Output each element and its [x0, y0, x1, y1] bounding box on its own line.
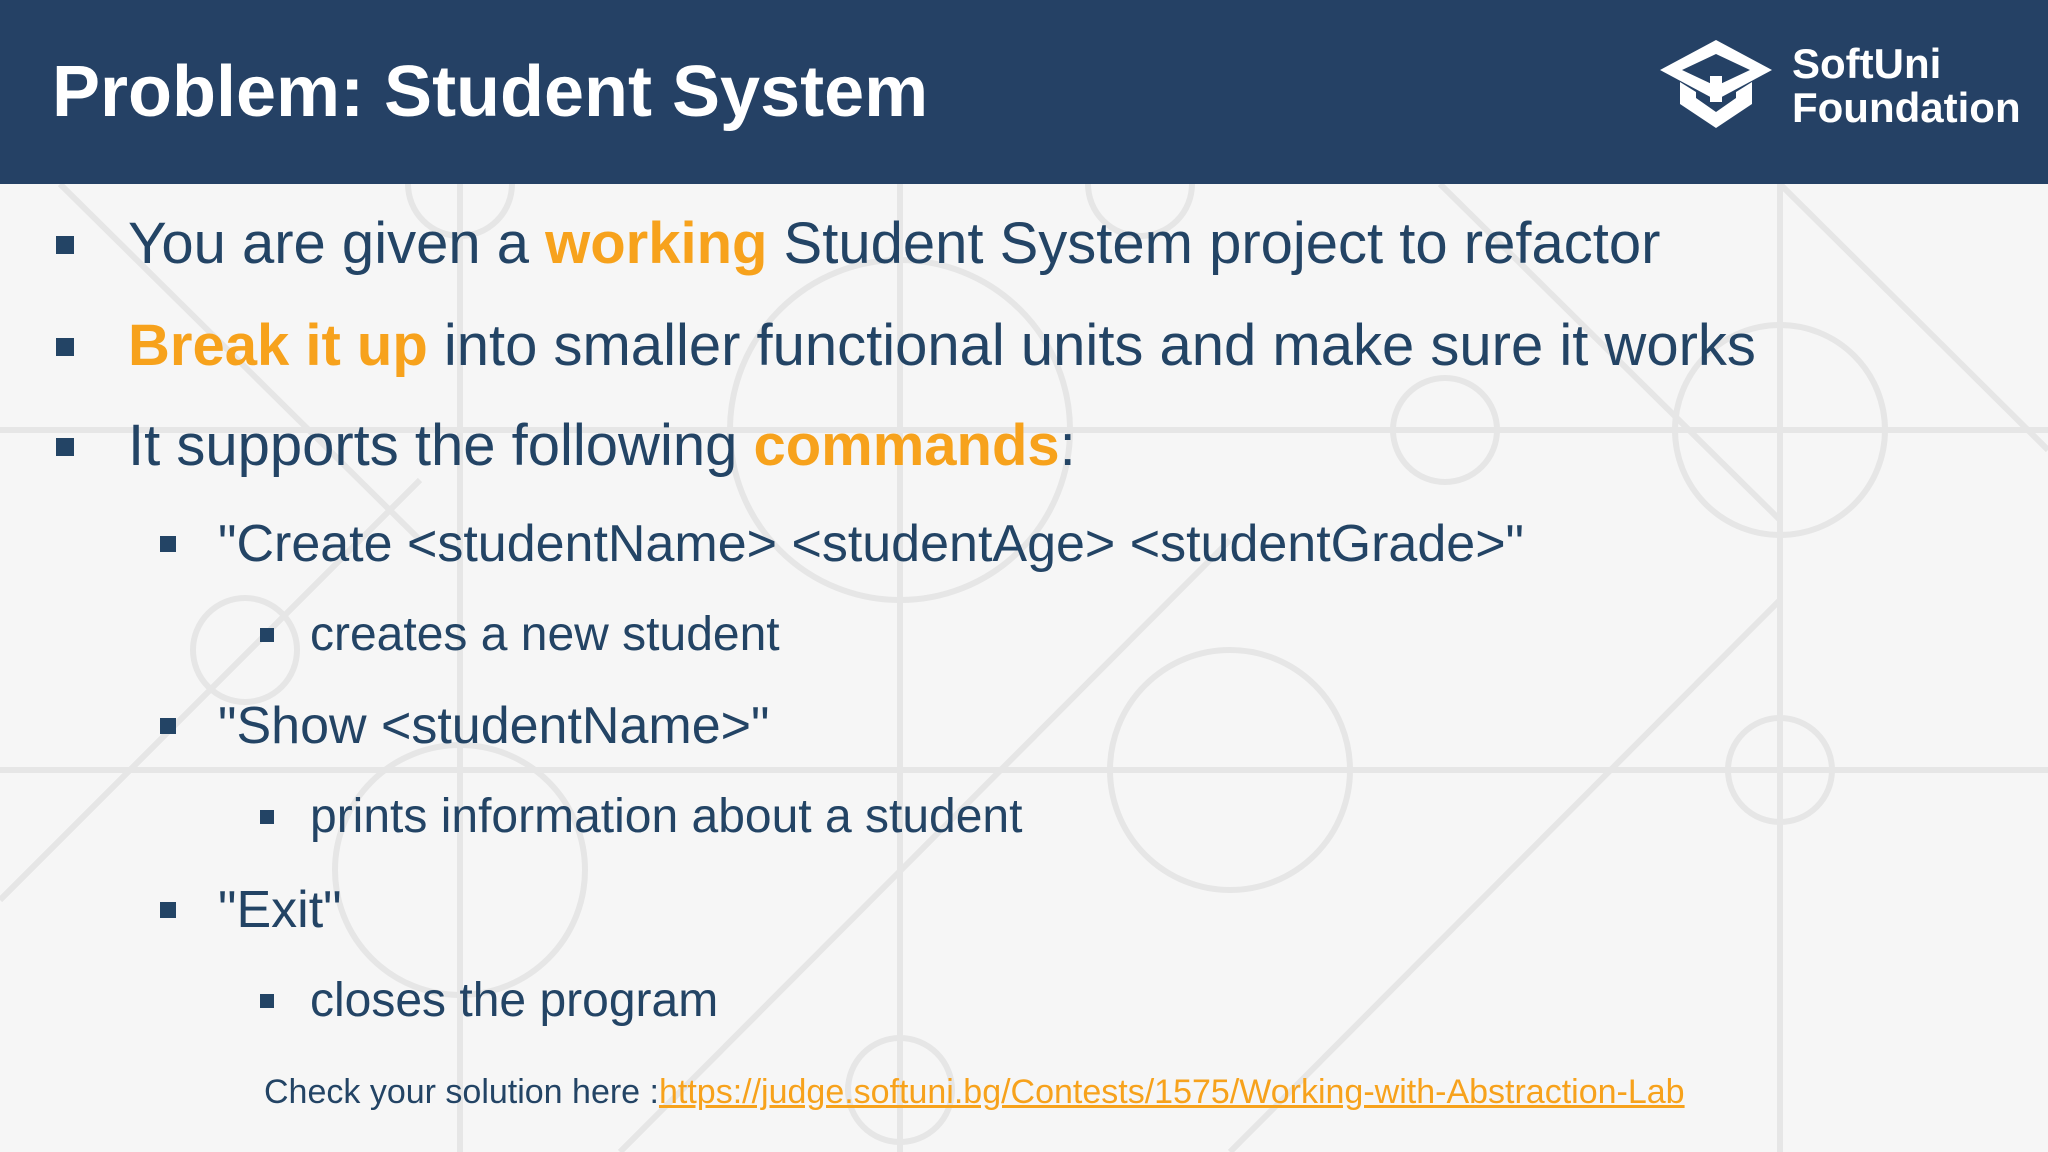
bullet-text-part: It supports the following	[128, 413, 754, 478]
judge-link[interactable]: https://judge.softuni.bg/Contests/1575/Working-with-Abstraction-Lab	[658, 1073, 1685, 1111]
graduation-cap-icon	[1656, 36, 1776, 136]
bullet-marker	[56, 236, 74, 254]
logo-text	[1792, 42, 2021, 130]
slide-title: Problem: Student System	[52, 52, 929, 132]
description-text: creates a new student	[310, 608, 780, 661]
command-text: "Exit"	[218, 881, 342, 939]
solution-footer	[264, 1068, 1685, 1116]
bullet-text	[128, 306, 1756, 386]
logo-line-softuni: SoftUni	[1792, 40, 1942, 87]
bullet-text	[128, 406, 1076, 486]
bullet-marker	[56, 338, 74, 356]
bullet-marker	[56, 438, 74, 456]
bullet-marker	[260, 994, 274, 1008]
footer-label: Check your solution here :	[264, 1073, 659, 1111]
bullet-marker	[260, 810, 274, 824]
bullet-marker	[160, 536, 176, 552]
bullet-marker	[260, 628, 274, 642]
bullet-marker	[160, 718, 176, 734]
slide-header	[0, 0, 2048, 184]
highlight-working: working	[545, 211, 768, 276]
bullet-text-part: Student System project to refactor	[767, 211, 1661, 276]
highlight-commands: commands	[753, 413, 1060, 478]
description-text: prints information about a student	[310, 790, 1023, 843]
command-text: "Show <studentName>"	[218, 697, 770, 755]
description-text: closes the program	[310, 974, 719, 1027]
bullet-marker	[160, 902, 176, 918]
command-text: "Create <studentName> <studentAge> <studentGrade>"	[218, 515, 1525, 573]
bullet-text-part: :	[1059, 413, 1076, 478]
bullet-text	[128, 204, 1660, 284]
bullet-text-part: You are given a	[128, 211, 546, 276]
highlight-break-it-up: Break it up	[128, 313, 428, 378]
logo-line-foundation: Foundation	[1792, 84, 2021, 131]
bullet-text-part: into smaller functional units and make sure it works	[427, 313, 1756, 378]
softuni-foundation-logo	[1656, 36, 2020, 136]
